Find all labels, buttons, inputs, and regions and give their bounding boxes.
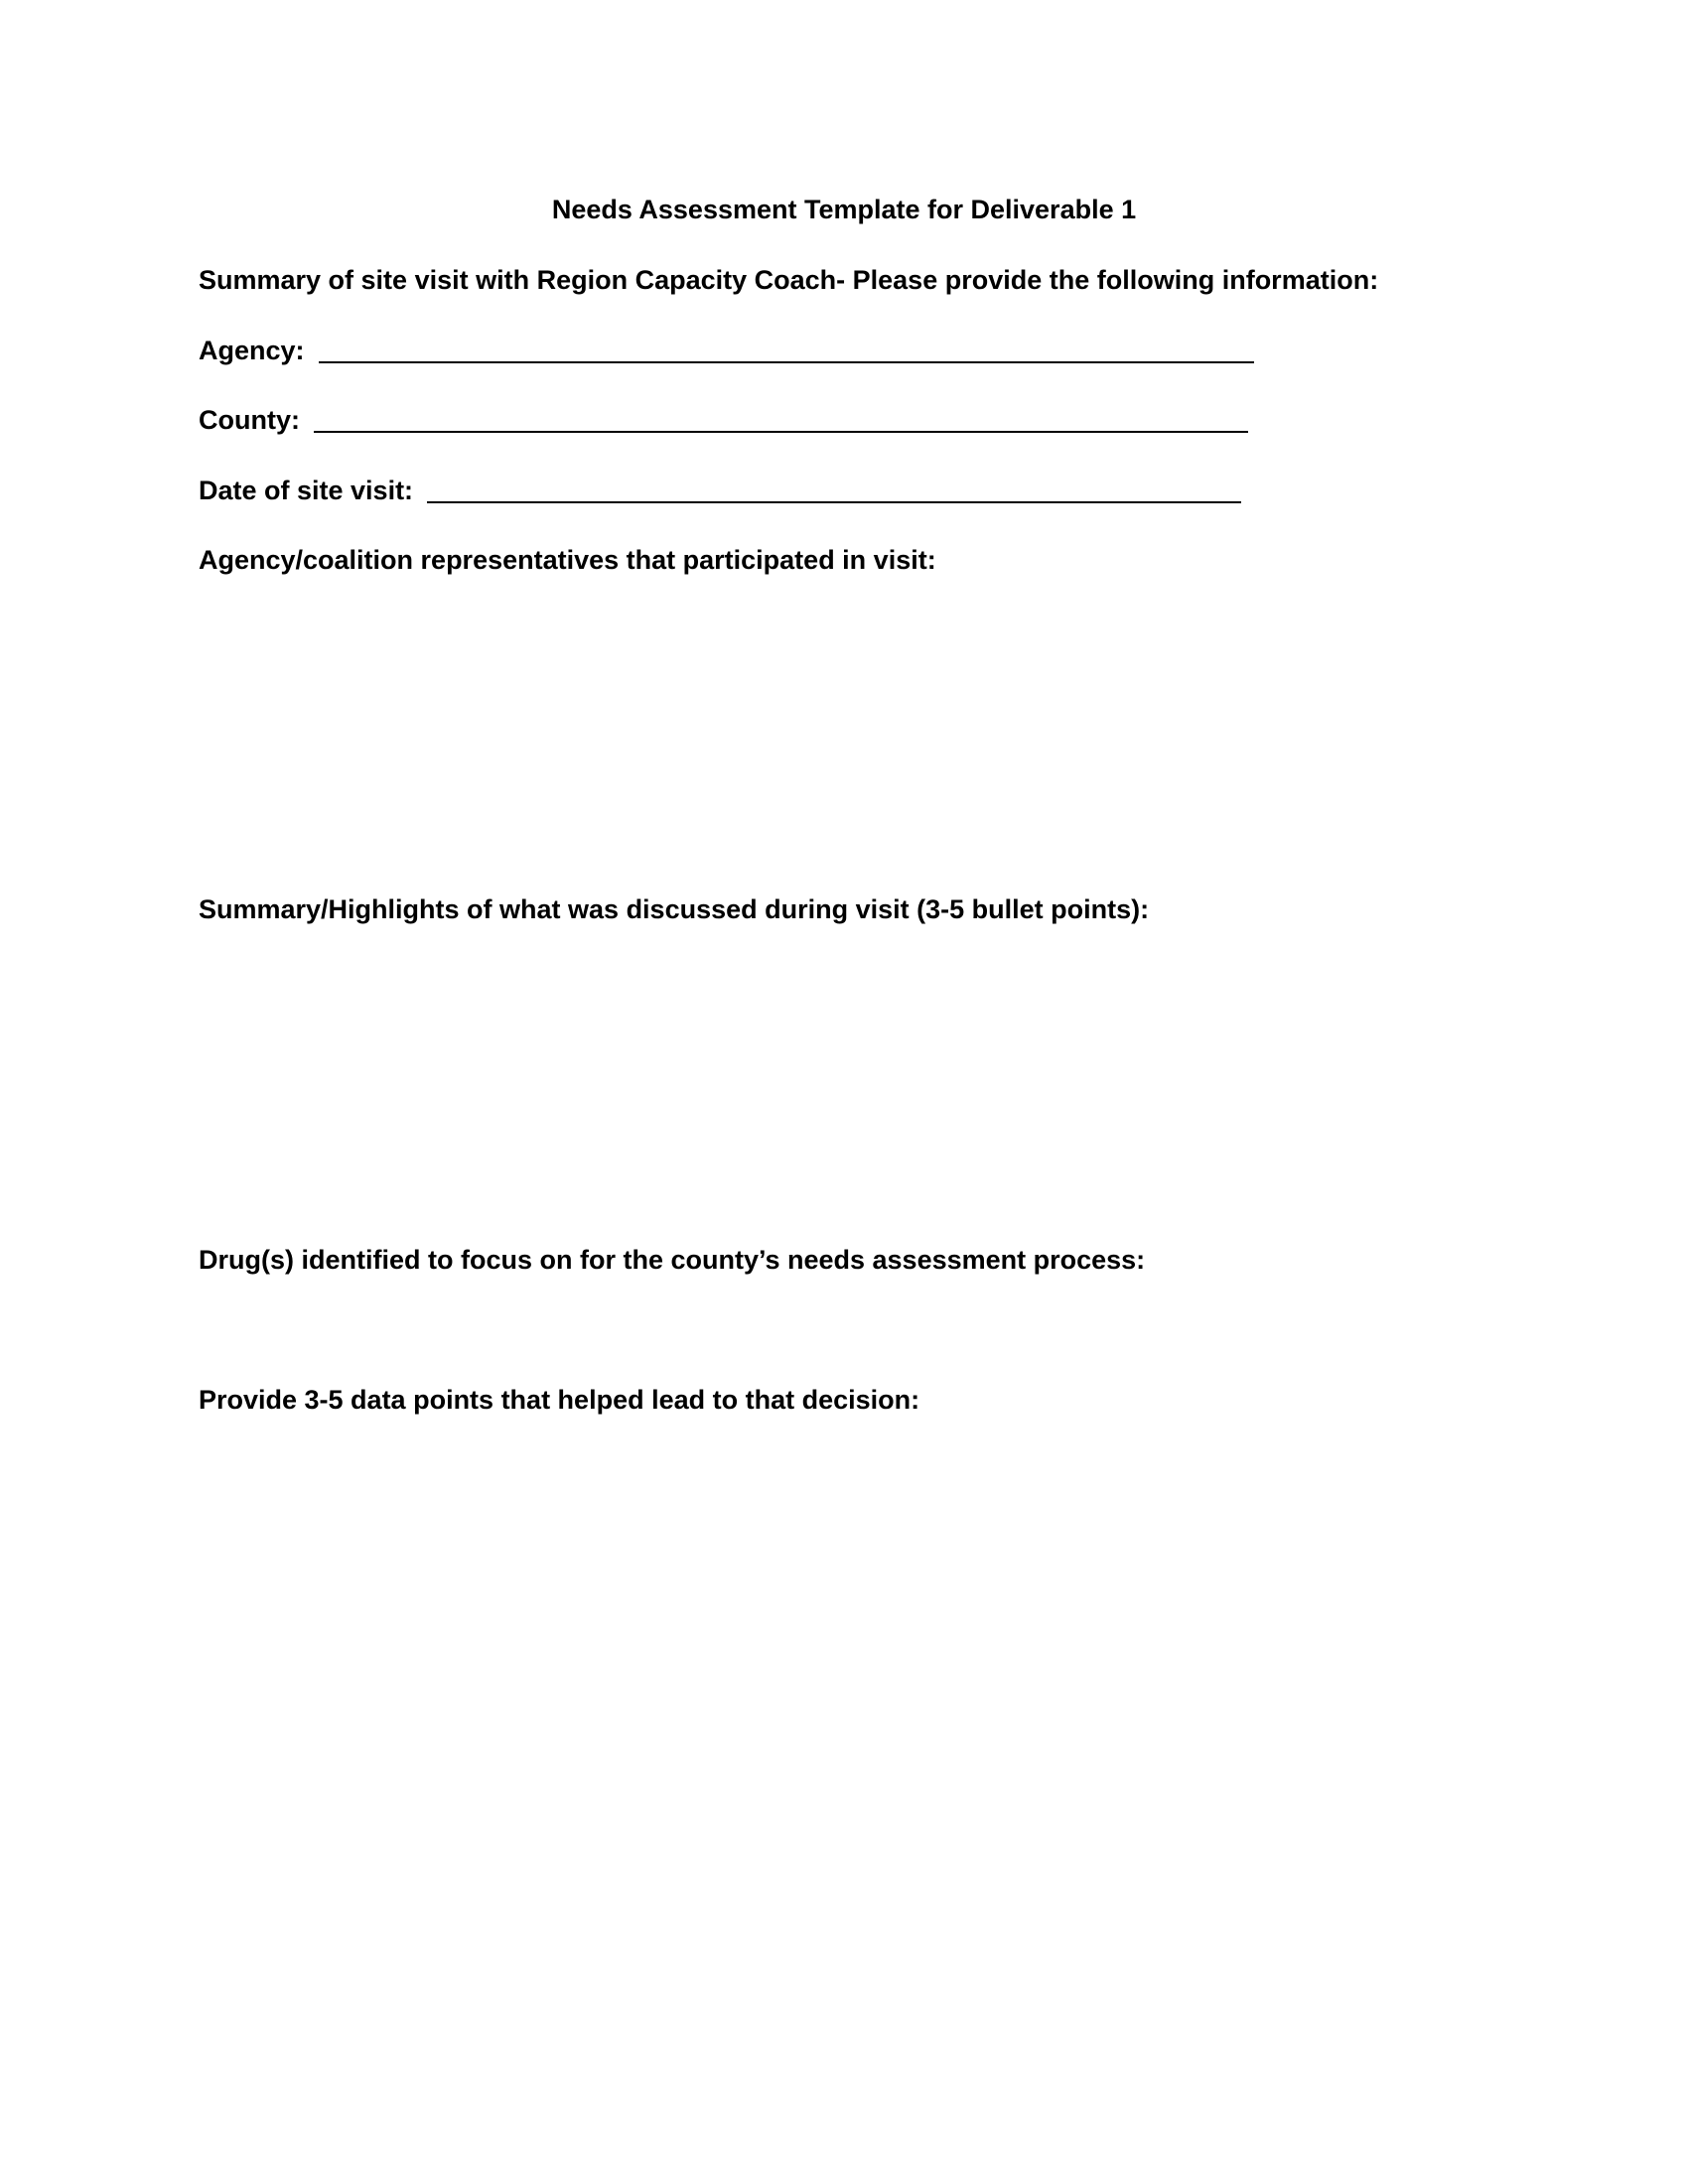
date-field-row: [199, 474, 1241, 507]
document-title: Needs Assessment Template for Deliverable 1: [551, 195, 1137, 224]
representatives-heading: Agency/coalition representatives that participated in visit:: [199, 545, 936, 575]
drugs-heading: Drug(s) identified to focus on for the county’s needs assessment process:: [199, 1245, 1146, 1275]
highlights-heading: Summary/Highlights of what was discussed during visit (3-5 bullet points):: [199, 894, 1150, 924]
agency-field-row: [199, 334, 1254, 367]
data-points-heading: Provide 3-5 data points that helped lead to that decision:: [199, 1385, 920, 1415]
date-input-line[interactable]: [427, 501, 1241, 503]
highlights-response-area[interactable]: [199, 935, 1489, 1233]
county-input-line[interactable]: [314, 431, 1248, 433]
county-field-row: [199, 403, 1248, 437]
agency-label: Agency:: [199, 336, 305, 365]
representatives-response-area[interactable]: [199, 586, 1489, 884]
county-label: County:: [199, 405, 300, 435]
date-label: Date of site visit:: [199, 476, 414, 505]
drugs-response-area[interactable]: [199, 1286, 1489, 1380]
intro-instruction: Summary of site visit with Region Capacity Coach- Please provide the following information:: [199, 265, 1379, 295]
agency-input-line[interactable]: [319, 361, 1254, 363]
data-points-response-area[interactable]: [199, 1426, 1489, 1922]
